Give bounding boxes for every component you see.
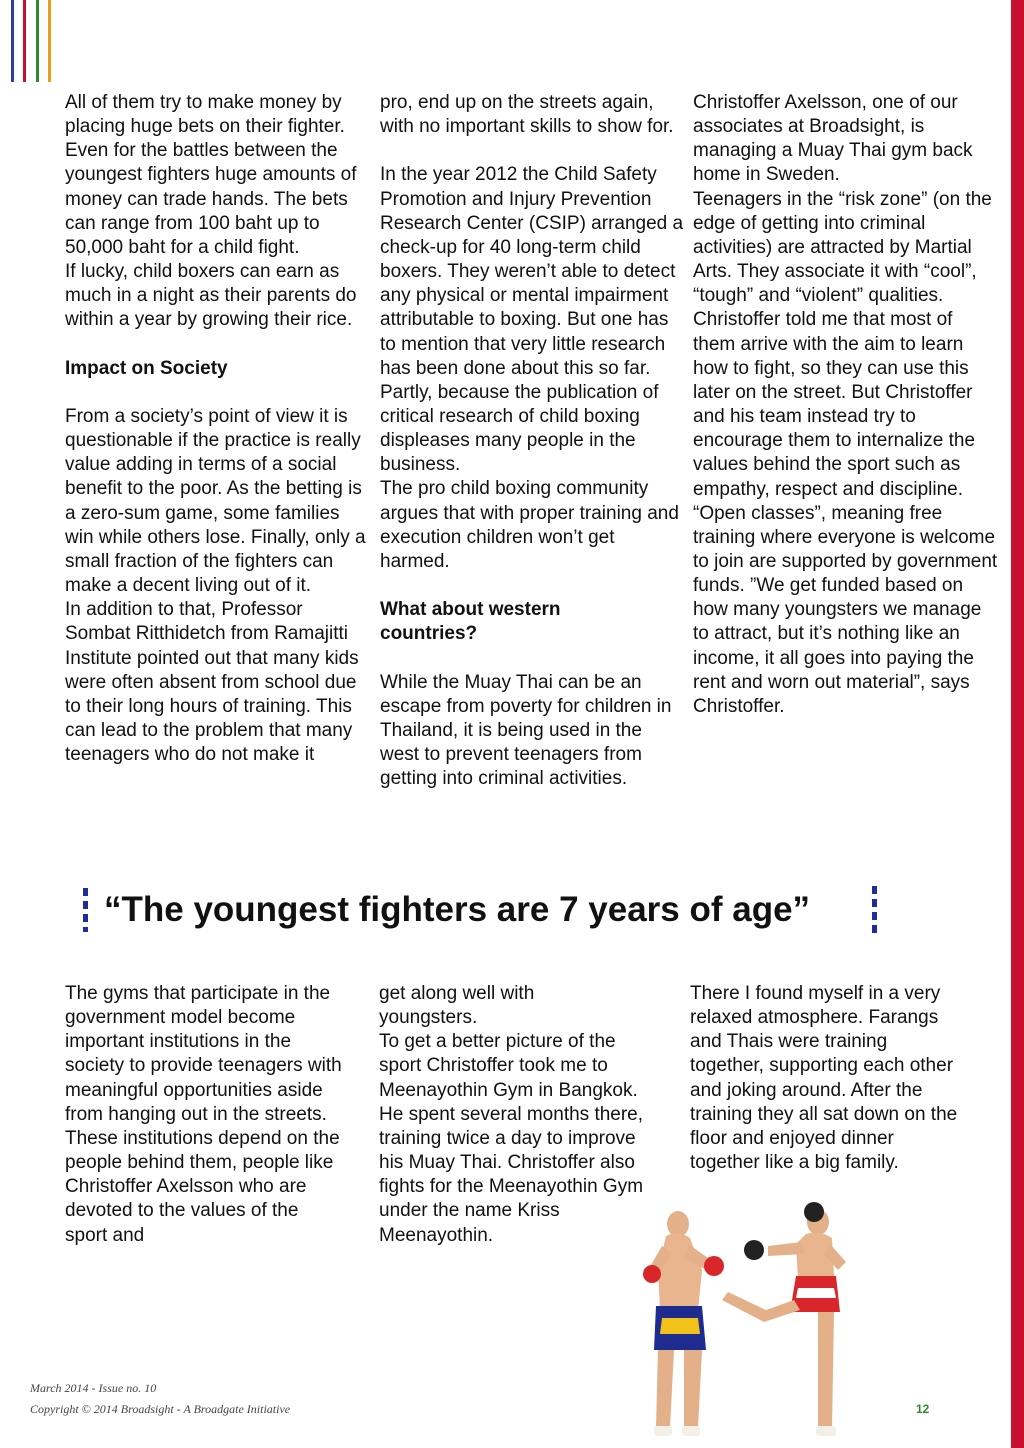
paragraph: Christoffer Axelsson, one of our associates at Broadsight, is managing a Muay Thai gym back home in Sweden. — [693, 92, 973, 186]
header-stripe-red — [23, 0, 26, 82]
paragraph: The gyms that participate in the government model become important institutions in the society to provide teenagers with meaningful opportunities aside from hanging out in the streets. These institutions depend on the people behind them, people like Christoffer Axelsson who are devoted to the values of the sport and — [65, 983, 342, 1246]
muay-thai-fighters-photo — [618, 1200, 878, 1448]
article-column-2 — [380, 91, 686, 791]
side-accent-bar — [1011, 0, 1024, 1448]
paragraph: To get a better picture of the sport Christoffer took me to Meenayothin Gym in Bangkok. He spent several months there, training twice a day to improve his Muay Thai. Christoffer also fights for the Meenayothin Gym under the name Kriss Meenayothin. — [379, 1031, 644, 1246]
paragraph: In addition to that, Professor Sombat Ritthidetch from Ramajitti Institute pointed out that many kids were often absent from school due to their long hours of training. This can lead to the problem that many teenagers who do not make it — [65, 599, 359, 766]
article-column-3 — [693, 91, 998, 719]
paragraph: Christoffer told me that most of them arrive with the aim to learn how to fight, so they can use this later on the street. But Christoffer and his team instead try to encourage them to internalize the values behind the sport such as empathy, respect and discipline. — [693, 309, 976, 500]
paragraph: Teenagers in the “risk zone” (on the edge of getting into criminal activities) are attracted by Martial Arts. They associate it with “cool”, “tough” and “violent” qualities. — [693, 188, 992, 307]
article-column-4 — [65, 982, 345, 1248]
pull-quote: “The youngest fighters are 7 years of age” — [104, 890, 811, 929]
header-stripe-green — [36, 0, 39, 82]
paragraph: get along well with youngsters. — [379, 983, 535, 1029]
right-fighter-figure — [722, 1202, 846, 1436]
article-column-5 — [379, 982, 649, 1248]
article-column-6 — [690, 982, 965, 1175]
paragraph: There I found myself in a very relaxed atmosphere. Farangs and Thais were training together, supporting each other and joking around. After the training they all sat down on the floor and enjoyed dinner together like a big family. — [690, 983, 958, 1174]
section-heading-impact: Impact on Society — [65, 357, 228, 379]
issue-label: March 2014 - Issue no. 10 — [30, 1381, 157, 1395]
header-stripe-blue — [11, 0, 14, 82]
paragraph: pro, end up on the streets again, with no important skills to show for. — [380, 92, 674, 138]
paragraph: The pro child boxing community argues that with proper training and execution children won’t get harmed. — [380, 478, 679, 572]
article-column-1 — [65, 91, 371, 767]
paragraph: From a society’s point of view it is questionable if the practice is really value adding in terms of a social benefit to the poor. As the betting is a zero-sum game, some families win while others lose. Finally, only a small fraction of the fighters can make a decent living out of it. — [65, 406, 366, 597]
copyright-notice: Copyright © 2014 Broadsight - A Broadgate Initiative — [30, 1402, 291, 1416]
paragraph: While the Muay Thai can be an escape from poverty for children in Thailand, it is being used in the west to prevent teenagers from getting into criminal activities. — [380, 671, 672, 790]
quote-mark-left — [83, 888, 88, 932]
paragraph: “Open classes”, meaning free training where everyone is welcome to join are supported by government funds. ”We get funded based on how many youngsters we manage to attract, but it’s nothing like an income, it all goes into paying the rent and worn out material”, says Christoffer. — [693, 502, 998, 717]
header-stripe-orange — [48, 0, 51, 82]
left-fighter-figure — [643, 1211, 724, 1436]
paragraph: In the year 2012 the Child Safety Promotion and Injury Prevention Research Center (CSIP) arranged a check-up for 40 long-term child boxers. They weren’t able to detect any physical or mental impairment attributable to boxing. But one has to mention that very little research has been done about this so far. Partly, because the publication of critical research of child boxing displeases many people in the business. — [380, 164, 684, 476]
paragraph: All of them try to make money by placing huge bets on their fighter. Even for the battles between the youngest fighters huge amounts of money can trade hands. The bets can range from 100 baht up to 50,000 baht for a child fight. — [65, 92, 357, 258]
section-heading-western: What about western countries? — [380, 599, 561, 645]
paragraph: If lucky, child boxers can earn as much in a night as their parents do within a year by growing their rice. — [65, 261, 357, 331]
quote-mark-right — [872, 886, 877, 938]
page-number: 12 — [916, 1402, 930, 1416]
